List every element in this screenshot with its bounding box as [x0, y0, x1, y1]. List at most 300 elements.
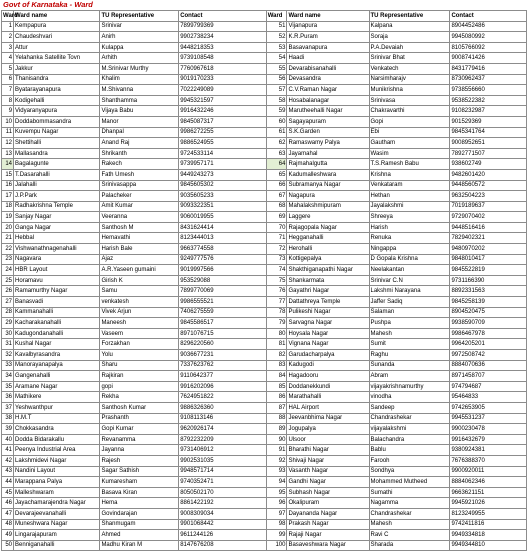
tu-representative-cell[interactable]: Manor: [100, 116, 179, 127]
contact-cell[interactable]: 9886326360: [179, 402, 267, 413]
ward-number-cell[interactable]: 84: [266, 371, 287, 382]
ward-name-cell[interactable]: Basaveshwara Nagar: [287, 540, 369, 551]
ward-name-cell[interactable]: Kadugondanahalli: [14, 328, 100, 339]
ward-number-cell[interactable]: 14: [2, 159, 14, 170]
tu-representative-cell[interactable]: Ningappa: [369, 244, 450, 255]
tu-representative-cell[interactable]: vinodha: [369, 392, 450, 403]
tu-representative-cell[interactable]: Farooh: [369, 455, 450, 466]
ward-number-cell[interactable]: 29: [2, 318, 14, 329]
ward-number-cell[interactable]: 38: [2, 413, 14, 424]
contact-cell[interactable]: 8050502170: [179, 487, 267, 498]
ward-name-cell[interactable]: Mathikere: [14, 392, 100, 403]
ward-number-cell[interactable]: 95: [266, 487, 287, 498]
ward-name-cell[interactable]: Horamavu: [14, 275, 100, 286]
ward-number-cell[interactable]: 65: [266, 169, 287, 180]
ward-name-cell[interactable]: Ramamurthy Nagar: [14, 286, 100, 297]
contact-cell[interactable]: 9945321597: [179, 95, 267, 106]
tu-representative-cell[interactable]: Rajkiran: [100, 371, 179, 382]
contact-cell[interactable]: 8792232209: [179, 434, 267, 445]
contact-cell[interactable]: 9845605302: [179, 180, 267, 191]
tu-representative-cell[interactable]: vijayalakshmi: [369, 424, 450, 435]
tu-representative-cell[interactable]: Govindarajan: [100, 508, 179, 519]
ward-name-cell[interactable]: Shettihalli: [14, 138, 100, 149]
ward-name-cell[interactable]: C.V.Raman Nagar: [287, 85, 369, 96]
contact-cell[interactable]: 8431779416: [450, 63, 527, 74]
tu-representative-cell[interactable]: Sandeep: [369, 402, 450, 413]
ward-name-cell[interactable]: Jakkur: [14, 63, 100, 74]
contact-cell[interactable]: 9019170233: [179, 74, 267, 85]
contact-cell[interactable]: 8861422192: [179, 498, 267, 509]
header-tu-representative-2[interactable]: TU Representative: [369, 11, 450, 22]
ward-name-cell[interactable]: Muneshwara Nagar: [14, 519, 100, 530]
contact-cell[interactable]: 9886524955: [179, 138, 267, 149]
contact-cell[interactable]: 9108113146: [179, 413, 267, 424]
contact-cell[interactable]: 9945921026: [450, 498, 527, 509]
tu-representative-cell[interactable]: Kulappa: [100, 42, 179, 53]
tu-representative-cell[interactable]: Chakravarthi: [369, 106, 450, 117]
contact-cell[interactable]: 9480970202: [450, 244, 527, 255]
contact-cell[interactable]: 8147676208: [179, 540, 267, 551]
header-contact-2[interactable]: Contact: [450, 11, 527, 22]
contact-cell[interactable]: 9901068442: [179, 519, 267, 530]
tu-representative-cell[interactable]: Sagar Sathish: [100, 466, 179, 477]
contact-cell[interactable]: 7337623762: [179, 360, 267, 371]
tu-representative-cell[interactable]: Rakech: [100, 159, 179, 170]
ward-name-cell[interactable]: Garudacharpalya: [287, 350, 369, 361]
ward-name-cell[interactable]: Mahalakshmipuram: [287, 201, 369, 212]
contact-cell[interactable]: 9729070402: [450, 212, 527, 223]
ward-number-cell[interactable]: 41: [2, 445, 14, 456]
contact-cell[interactable]: 7022249089: [179, 85, 267, 96]
contact-cell[interactable]: 9060019955: [179, 212, 267, 223]
contact-cell[interactable]: 9916202096: [179, 381, 267, 392]
ward-number-cell[interactable]: 17: [2, 191, 14, 202]
contact-cell[interactable]: 8105766092: [450, 42, 527, 53]
contact-cell[interactable]: 9632504223: [450, 191, 527, 202]
ward-number-cell[interactable]: 87: [266, 402, 287, 413]
ward-number-cell[interactable]: 69: [266, 212, 287, 223]
ward-number-cell[interactable]: 61: [266, 127, 287, 138]
contact-cell[interactable]: 9108232987: [450, 106, 527, 117]
contact-cell[interactable]: 8730962437: [450, 74, 527, 85]
ward-number-cell[interactable]: 10: [2, 116, 14, 127]
contact-cell[interactable]: 7624951822: [179, 392, 267, 403]
ward-name-cell[interactable]: Nagapura: [287, 191, 369, 202]
ward-number-cell[interactable]: 1: [2, 21, 14, 32]
tu-representative-cell[interactable]: Balachandra: [369, 434, 450, 445]
contact-cell[interactable]: 974794687: [450, 381, 527, 392]
ward-name-cell[interactable]: Hegganahalli: [287, 233, 369, 244]
contact-cell[interactable]: 9008952651: [450, 138, 527, 149]
ward-number-cell[interactable]: 51: [266, 21, 287, 32]
contact-cell[interactable]: 9663621151: [450, 487, 527, 498]
tu-representative-cell[interactable]: Hema: [100, 498, 179, 509]
header-tu-representative[interactable]: TU Representative: [100, 11, 179, 22]
ward-name-cell[interactable]: Hebbal: [14, 233, 100, 244]
contact-cell[interactable]: 9900230478: [450, 424, 527, 435]
contact-cell[interactable]: 9449243273: [179, 169, 267, 180]
ward-number-cell[interactable]: 83: [266, 360, 287, 371]
header-ward-2[interactable]: Ward: [266, 11, 287, 22]
ward-number-cell[interactable]: 75: [266, 275, 287, 286]
tu-representative-cell[interactable]: Renuka: [369, 233, 450, 244]
contact-cell[interactable]: 8904520475: [450, 307, 527, 318]
tu-representative-cell[interactable]: Palacheker: [100, 191, 179, 202]
ward-number-cell[interactable]: 74: [266, 265, 287, 276]
tu-representative-cell[interactable]: Srinivar: [100, 21, 179, 32]
contact-cell[interactable]: 8123444013: [179, 233, 267, 244]
contact-cell[interactable]: 9380924381: [450, 445, 527, 456]
contact-cell[interactable]: 9986272255: [179, 127, 267, 138]
tu-representative-cell[interactable]: Dhanpal: [100, 127, 179, 138]
tu-representative-cell[interactable]: Vaseem: [100, 328, 179, 339]
contact-cell[interactable]: 7676388370: [450, 455, 527, 466]
ward-number-cell[interactable]: 76: [266, 286, 287, 297]
ward-number-cell[interactable]: 62: [266, 138, 287, 149]
ward-number-cell[interactable]: 91: [266, 445, 287, 456]
ward-number-cell[interactable]: 92: [266, 455, 287, 466]
ward-number-cell[interactable]: 80: [266, 328, 287, 339]
ward-number-cell[interactable]: 42: [2, 455, 14, 466]
ward-name-cell[interactable]: Kottigepalya: [287, 254, 369, 265]
ward-number-cell[interactable]: 52: [266, 32, 287, 43]
ward-number-cell[interactable]: 66: [266, 180, 287, 191]
contact-cell[interactable]: 9986467978: [450, 328, 527, 339]
tu-representative-cell[interactable]: Srinivasappa: [100, 180, 179, 191]
tu-representative-cell[interactable]: Srinivasa: [369, 95, 450, 106]
ward-number-cell[interactable]: 58: [266, 95, 287, 106]
contact-cell[interactable]: 9945080992: [450, 32, 527, 43]
contact-cell[interactable]: 9845586517: [179, 318, 267, 329]
tu-representative-cell[interactable]: Amit Kumar: [100, 201, 179, 212]
tu-representative-cell[interactable]: Vivek Arjun: [100, 307, 179, 318]
ward-number-cell[interactable]: 57: [266, 85, 287, 96]
contact-cell[interactable]: 953529088: [179, 275, 267, 286]
tu-representative-cell[interactable]: venkatesh: [100, 297, 179, 308]
ward-name-cell[interactable]: Prakash Nagar: [287, 519, 369, 530]
contact-cell[interactable]: 8296220560: [179, 339, 267, 350]
tu-representative-cell[interactable]: M.Srinivar Murthy: [100, 63, 179, 74]
tu-representative-cell[interactable]: vijayakrishnamurthy: [369, 381, 450, 392]
tu-representative-cell[interactable]: Chandrashekar: [369, 508, 450, 519]
tu-representative-cell[interactable]: Khalim: [100, 74, 179, 85]
ward-number-cell[interactable]: 18: [2, 201, 14, 212]
ward-number-cell[interactable]: 89: [266, 424, 287, 435]
contact-cell[interactable]: 7899799369: [179, 21, 267, 32]
contact-cell[interactable]: 9008741426: [450, 53, 527, 64]
tu-representative-cell[interactable]: gopi: [100, 381, 179, 392]
ward-number-cell[interactable]: 98: [266, 519, 287, 530]
ward-number-cell[interactable]: 27: [2, 297, 14, 308]
tu-representative-cell[interactable]: Krishna: [369, 169, 450, 180]
contact-cell[interactable]: 9724533114: [179, 148, 267, 159]
ward-number-cell[interactable]: 59: [266, 106, 287, 117]
ward-name-cell[interactable]: Kacharakanahalli: [14, 318, 100, 329]
ward-number-cell[interactable]: 96: [266, 498, 287, 509]
ward-name-cell[interactable]: Hoysala Nagar: [287, 328, 369, 339]
contact-cell[interactable]: 8971458707: [450, 371, 527, 382]
tu-representative-cell[interactable]: Jaffer Sadiq: [369, 297, 450, 308]
ward-number-cell[interactable]: 26: [2, 286, 14, 297]
ward-name-cell[interactable]: Jayachamarajendra Nagar: [14, 498, 100, 509]
contact-cell[interactable]: 9739108548: [179, 53, 267, 64]
ward-name-cell[interactable]: Attur: [14, 42, 100, 53]
contact-cell[interactable]: 9611244126: [179, 530, 267, 541]
tu-representative-cell[interactable]: Abram: [369, 371, 450, 382]
ward-name-cell[interactable]: Devarabisanahalli: [287, 63, 369, 74]
tu-representative-cell[interactable]: Neelakantan: [369, 265, 450, 276]
ward-name-cell[interactable]: Kushal Nagar: [14, 339, 100, 350]
contact-cell[interactable]: 7019189637: [450, 201, 527, 212]
ward-name-cell[interactable]: Doddabommasandra: [14, 116, 100, 127]
contact-cell[interactable]: 9482601420: [450, 169, 527, 180]
ward-number-cell[interactable]: 9: [2, 106, 14, 117]
contact-cell[interactable]: 9845087317: [179, 116, 267, 127]
contact-cell[interactable]: 9986555521: [179, 297, 267, 308]
ward-number-cell[interactable]: 39: [2, 424, 14, 435]
ward-name-cell[interactable]: Shakthiganapathi Nagar: [287, 265, 369, 276]
tu-representative-cell[interactable]: Rekha: [100, 392, 179, 403]
tu-representative-cell[interactable]: Yolu: [100, 350, 179, 361]
ward-name-cell[interactable]: Jogupalya: [287, 424, 369, 435]
ward-number-cell[interactable]: 56: [266, 74, 287, 85]
ward-name-cell[interactable]: Nagavara: [14, 254, 100, 265]
ward-name-cell[interactable]: Jeevanbhima Nagar: [287, 413, 369, 424]
tu-representative-cell[interactable]: Prashanth: [100, 413, 179, 424]
ward-number-cell[interactable]: 68: [266, 201, 287, 212]
ward-number-cell[interactable]: 94: [266, 477, 287, 488]
contact-cell[interactable]: 9972508742: [450, 350, 527, 361]
ward-name-cell[interactable]: Hosabalanagar: [287, 95, 369, 106]
ward-name-cell[interactable]: Pulikeshi Nagar: [287, 307, 369, 318]
contact-cell[interactable]: 8431624414: [179, 222, 267, 233]
ward-number-cell[interactable]: 21: [2, 233, 14, 244]
contact-cell[interactable]: 9008309034: [179, 508, 267, 519]
tu-representative-cell[interactable]: Santhosh Kumar: [100, 402, 179, 413]
tu-representative-cell[interactable]: Venkatech: [369, 63, 450, 74]
tu-representative-cell[interactable]: Jayanna: [100, 445, 179, 456]
ward-name-cell[interactable]: Subhash Nagar: [287, 487, 369, 498]
tu-representative-cell[interactable]: Forzakhan: [100, 339, 179, 350]
tu-representative-cell[interactable]: Shreeya: [369, 212, 450, 223]
ward-name-cell[interactable]: Bharathi Nagar: [287, 445, 369, 456]
ward-number-cell[interactable]: 50: [2, 540, 14, 551]
tu-representative-cell[interactable]: Bablu: [369, 445, 450, 456]
ward-name-cell[interactable]: Devasandra: [287, 74, 369, 85]
ward-number-cell[interactable]: 11: [2, 127, 14, 138]
tu-representative-cell[interactable]: Salaman: [369, 307, 450, 318]
ward-name-cell[interactable]: Mallasandra: [14, 148, 100, 159]
ward-number-cell[interactable]: 44: [2, 477, 14, 488]
tu-representative-cell[interactable]: Sunanda: [369, 360, 450, 371]
contact-cell[interactable]: 9620926174: [179, 424, 267, 435]
ward-number-cell[interactable]: 28: [2, 307, 14, 318]
ward-number-cell[interactable]: 49: [2, 530, 14, 541]
tu-representative-cell[interactable]: Gopi Kumar: [100, 424, 179, 435]
contact-cell[interactable]: 95464833: [450, 392, 527, 403]
ward-number-cell[interactable]: 36: [2, 392, 14, 403]
contact-cell[interactable]: 7892771507: [450, 148, 527, 159]
contact-cell[interactable]: 9938590709: [450, 318, 527, 329]
tu-representative-cell[interactable]: D Gopala Krishna: [369, 254, 450, 265]
ward-name-cell[interactable]: J.P.Park: [14, 191, 100, 202]
tu-representative-cell[interactable]: Revanamma: [100, 434, 179, 445]
tu-representative-cell[interactable]: Srinivar C.N: [369, 275, 450, 286]
ward-number-cell[interactable]: 6: [2, 74, 14, 85]
tu-representative-cell[interactable]: Maneesh: [100, 318, 179, 329]
ward-name-cell[interactable]: Kodigehalli: [14, 95, 100, 106]
contact-cell[interactable]: 9848010417: [450, 254, 527, 265]
tu-representative-cell[interactable]: Shanthamma: [100, 95, 179, 106]
contact-cell[interactable]: 8904452486: [450, 21, 527, 32]
ward-name-cell[interactable]: Chokkasandra: [14, 424, 100, 435]
ward-name-cell[interactable]: Herohalli: [287, 244, 369, 255]
ward-number-cell[interactable]: 54: [266, 53, 287, 64]
tu-representative-cell[interactable]: Arhith: [100, 53, 179, 64]
ward-number-cell[interactable]: 64: [266, 159, 287, 170]
tu-representative-cell[interactable]: Kumaresham: [100, 477, 179, 488]
ward-number-cell[interactable]: 12: [2, 138, 14, 149]
tu-representative-cell[interactable]: Girish K: [100, 275, 179, 286]
contact-cell[interactable]: 9731406912: [179, 445, 267, 456]
tu-representative-cell[interactable]: P.A.Devaiah: [369, 42, 450, 53]
ward-name-cell[interactable]: Ganga Nagar: [14, 222, 100, 233]
ward-name-cell[interactable]: Vijanapura: [287, 21, 369, 32]
tu-representative-cell[interactable]: Ajaz: [100, 254, 179, 265]
contact-cell[interactable]: 9845341764: [450, 127, 527, 138]
ward-number-cell[interactable]: 77: [266, 297, 287, 308]
ward-name-cell[interactable]: Devarajeevanahalli: [14, 508, 100, 519]
ward-number-cell[interactable]: 88: [266, 413, 287, 424]
tu-representative-cell[interactable]: Pushpa: [369, 318, 450, 329]
contact-cell[interactable]: 9902738234: [179, 32, 267, 43]
tu-representative-cell[interactable]: Sondhya: [369, 466, 450, 477]
tu-representative-cell[interactable]: Vijaya Babu: [100, 106, 179, 117]
ward-name-cell[interactable]: S.K.Garden: [287, 127, 369, 138]
ward-number-cell[interactable]: 93: [266, 466, 287, 477]
tu-representative-cell[interactable]: Kalpana: [369, 21, 450, 32]
tu-representative-cell[interactable]: Sharu: [100, 360, 179, 371]
ward-number-cell[interactable]: 63: [266, 148, 287, 159]
contact-cell[interactable]: 9538522382: [450, 95, 527, 106]
tu-representative-cell[interactable]: Veeranna: [100, 212, 179, 223]
contact-cell[interactable]: 7406275559: [179, 307, 267, 318]
contact-cell[interactable]: 8123249955: [450, 508, 527, 519]
ward-name-cell[interactable]: Vidyaranyapura: [14, 106, 100, 117]
ward-number-cell[interactable]: 23: [2, 254, 14, 265]
ward-name-cell[interactable]: Ramaswamy Palya: [287, 138, 369, 149]
ward-number-cell[interactable]: 60: [266, 116, 287, 127]
contact-cell[interactable]: 901529369: [450, 116, 527, 127]
tu-representative-cell[interactable]: Rajesh: [100, 455, 179, 466]
tu-representative-cell[interactable]: Ahmed: [100, 530, 179, 541]
ward-name-cell[interactable]: Rajagopala Nagar: [287, 222, 369, 233]
ward-name-cell[interactable]: Yelahanka Satellite Tovn: [14, 53, 100, 64]
ward-name-cell[interactable]: Radhakrishna Temple: [14, 201, 100, 212]
tu-representative-cell[interactable]: Mahesh: [369, 328, 450, 339]
contact-cell[interactable]: 9845258139: [450, 297, 527, 308]
ward-number-cell[interactable]: 7: [2, 85, 14, 96]
contact-cell[interactable]: 9964205201: [450, 339, 527, 350]
ward-name-cell[interactable]: Lingarajapuram: [14, 530, 100, 541]
contact-cell[interactable]: 9916432679: [450, 434, 527, 445]
ward-number-cell[interactable]: 3: [2, 42, 14, 53]
ward-name-cell[interactable]: Chaudeshvari: [14, 32, 100, 43]
contact-cell[interactable]: 9448560572: [450, 180, 527, 191]
ward-name-cell[interactable]: Doddanekkundi: [287, 381, 369, 392]
ward-name-cell[interactable]: Aramane Nagar: [14, 381, 100, 392]
ward-name-cell[interactable]: Vasanth Nagar: [287, 466, 369, 477]
ward-name-cell[interactable]: Laggere: [287, 212, 369, 223]
contact-cell[interactable]: 9845522819: [450, 265, 527, 276]
ward-number-cell[interactable]: 81: [266, 339, 287, 350]
ward-name-cell[interactable]: HBR Layout: [14, 265, 100, 276]
header-ward-name[interactable]: Ward name: [14, 11, 100, 22]
tu-representative-cell[interactable]: Jayalakshmi: [369, 201, 450, 212]
tu-representative-cell[interactable]: Nagamma: [369, 498, 450, 509]
tu-representative-cell[interactable]: Harish Bale: [100, 244, 179, 255]
ward-number-cell[interactable]: 31: [2, 339, 14, 350]
ward-name-cell[interactable]: Gangenahalli: [14, 371, 100, 382]
ward-name-cell[interactable]: Gandhi Nagar: [287, 477, 369, 488]
ward-name-cell[interactable]: Byatarayanapura: [14, 85, 100, 96]
ward-name-cell[interactable]: Nandini Layout: [14, 466, 100, 477]
ward-name-cell[interactable]: Haadi: [287, 53, 369, 64]
ward-number-cell[interactable]: 90: [266, 434, 287, 445]
contact-cell[interactable]: 9249777576: [179, 254, 267, 265]
ward-number-cell[interactable]: 20: [2, 222, 14, 233]
ward-number-cell[interactable]: 72: [266, 244, 287, 255]
tu-representative-cell[interactable]: Mahesh: [369, 519, 450, 530]
ward-name-cell[interactable]: K.R.Puram: [287, 32, 369, 43]
tu-representative-cell[interactable]: Hemavathi: [100, 233, 179, 244]
tu-representative-cell[interactable]: Lakshmi Narayana: [369, 286, 450, 297]
ward-number-cell[interactable]: 13: [2, 148, 14, 159]
ward-name-cell[interactable]: Sagayapuram: [287, 116, 369, 127]
tu-representative-cell[interactable]: Shanmugam: [100, 519, 179, 530]
tu-representative-cell[interactable]: Mohammed Mutheed: [369, 477, 450, 488]
contact-cell[interactable]: 9949334818: [450, 530, 527, 541]
tu-representative-cell[interactable]: Ebi: [369, 127, 450, 138]
ward-name-cell[interactable]: Marappana Palya: [14, 477, 100, 488]
ward-name-cell[interactable]: Kuvempu Nagar: [14, 127, 100, 138]
ward-number-cell[interactable]: 70: [266, 222, 287, 233]
contact-cell[interactable]: 9110642377: [179, 371, 267, 382]
ward-name-cell[interactable]: Yeshwanthpur: [14, 402, 100, 413]
tu-representative-cell[interactable]: Madhu Kiran M: [100, 540, 179, 551]
ward-name-cell[interactable]: Malleshwaram: [14, 487, 100, 498]
contact-cell[interactable]: 9739957171: [179, 159, 267, 170]
tu-representative-cell[interactable]: Fath Umesh: [100, 169, 179, 180]
contact-cell[interactable]: 938602749: [450, 159, 527, 170]
contact-cell[interactable]: 9093322351: [179, 201, 267, 212]
ward-name-cell[interactable]: Shivaji Nagar: [287, 455, 369, 466]
ward-number-cell[interactable]: 40: [2, 434, 14, 445]
ward-name-cell[interactable]: Vignana Nagar: [287, 339, 369, 350]
ward-number-cell[interactable]: 8: [2, 95, 14, 106]
contact-cell[interactable]: 9740352471: [179, 477, 267, 488]
ward-name-cell[interactable]: Marathahalli: [287, 392, 369, 403]
ward-number-cell[interactable]: 71: [266, 233, 287, 244]
ward-name-cell[interactable]: Sanjay Nagar: [14, 212, 100, 223]
ward-name-cell[interactable]: Ulsoor: [287, 434, 369, 445]
ward-name-cell[interactable]: Sarvagna Nagar: [287, 318, 369, 329]
ward-name-cell[interactable]: Shankarmata: [287, 275, 369, 286]
tu-representative-cell[interactable]: Santhosh M: [100, 222, 179, 233]
ward-name-cell[interactable]: H.M.T: [14, 413, 100, 424]
ward-number-cell[interactable]: 78: [266, 307, 287, 318]
tu-representative-cell[interactable]: A.R.Yaseen gumaini: [100, 265, 179, 276]
